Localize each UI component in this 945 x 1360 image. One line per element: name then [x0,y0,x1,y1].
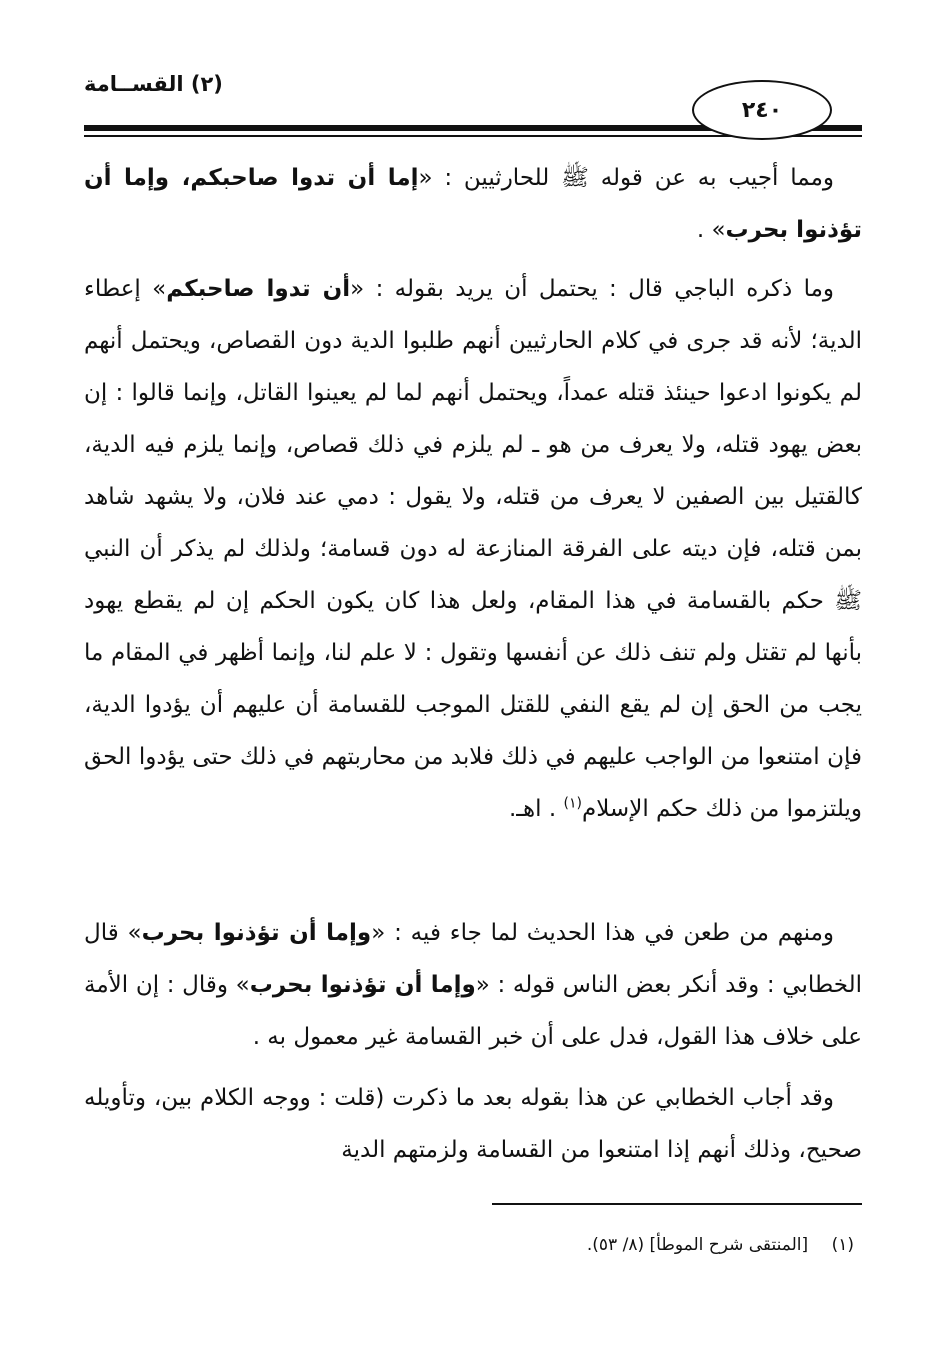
footnote-separator [492,1203,862,1205]
footnote-text: [المنتقى شرح الموطأ] (٨/ ٥٣). [586,1235,809,1255]
hadith-quote: أن تدوا صاحبكم [166,276,351,302]
paragraph-1-text-end: » . [696,217,726,243]
paragraph-4 [84,1072,862,1176]
paragraph-2 [84,263,862,835]
hadith-quote: وإما أن تؤذنوا بحرب [249,972,476,998]
paragraph-1 [84,152,862,256]
paragraph-3-text-end: » وقال : إن الأمة على خلاف هذا القول، فدل على أن خبر القسامة غير معمول به . [84,972,862,1050]
paragraph-3 [84,907,862,1063]
footnote-reference: (١) [563,795,582,812]
page-number: ٢٤٠ [741,97,783,123]
paragraph-2-text-body: » إعطاء الدية؛ لأنه قد جرى في كلام الحارثيين أنهم طلبوا الدية دون القصاص، ويحتمل أنهم لم يكونوا ادعوا حينئذ قتله عمداً، ويحتمل أنهم لما لم يعينوا القاتل، وإنما قالوا : إن بعض يهود قتله، ولا يعرف من هو ـ لم يلزم في ذلك قصاص، وإنما يلزم فيه الدية، كالقتيل بين الصفين لا يعرف من قتله، ولا يقول : دمي عند فلان، ولا يشهد شاهد بمن قتله، فإن ديته على الفرقة المنازعة له دون قسامة؛ ولذلك لم يذكر أن النبي ﷺ حكم بالقسامة في هذا المقام، ولعل هذا كان يكون الحكم إن لم يقطع يهود بأنها لم تقتل ولم تنف ذلك عن أنفسها وتقول : لا علم لنا، وإنما أظهر في المقام ما يجب من الحق إن لم يقع النفي للقتل الموجب للقسامة أن عليهم أن يؤدوا الدية، فإن امتنعوا من الواجب عليهم في ذلك فلابد من محاربتهم في ذلك حتى يؤدوا الحق ويلتزموا من ذلك حكم الإسلام [84,276,862,822]
paragraph-2-text: وما ذكره الباجي قال : يحتمل أن يريد بقوله : « [350,276,834,302]
running-header-title: (٢) القســامة [84,72,223,96]
paragraph-1-text: ومما أجيب به عن قوله ﷺ للحارثيين : « [418,165,834,191]
paragraph-3-text-mid: » قال الخطابي : وقد أنكر بعض الناس قوله : « [84,920,862,998]
paragraph-3-text: ومنهم من طعن في هذا الحديث لما جاء فيه : « [371,920,834,946]
paragraph-2-text-end: . اهـ. [508,796,564,822]
page-number-oval [692,80,832,140]
hadith-quote: وإما أن تؤذنوا بحرب [141,920,372,946]
footnote [84,1230,862,1260]
footnote-mark: (١) [831,1235,854,1255]
paragraph-4-text: وقد أجاب الخطابي عن هذا بقوله بعد ما ذكرت (قلت : ووجه الكلام بين، وتأويله صحيح، وذلك أنهم إذا امتنعوا من القسامة ولزمتهم الدية [84,1085,862,1163]
hadith-quote: إما أن تدوا صاحبكم، وإما أن تؤذنوا بحرب [84,165,862,243]
